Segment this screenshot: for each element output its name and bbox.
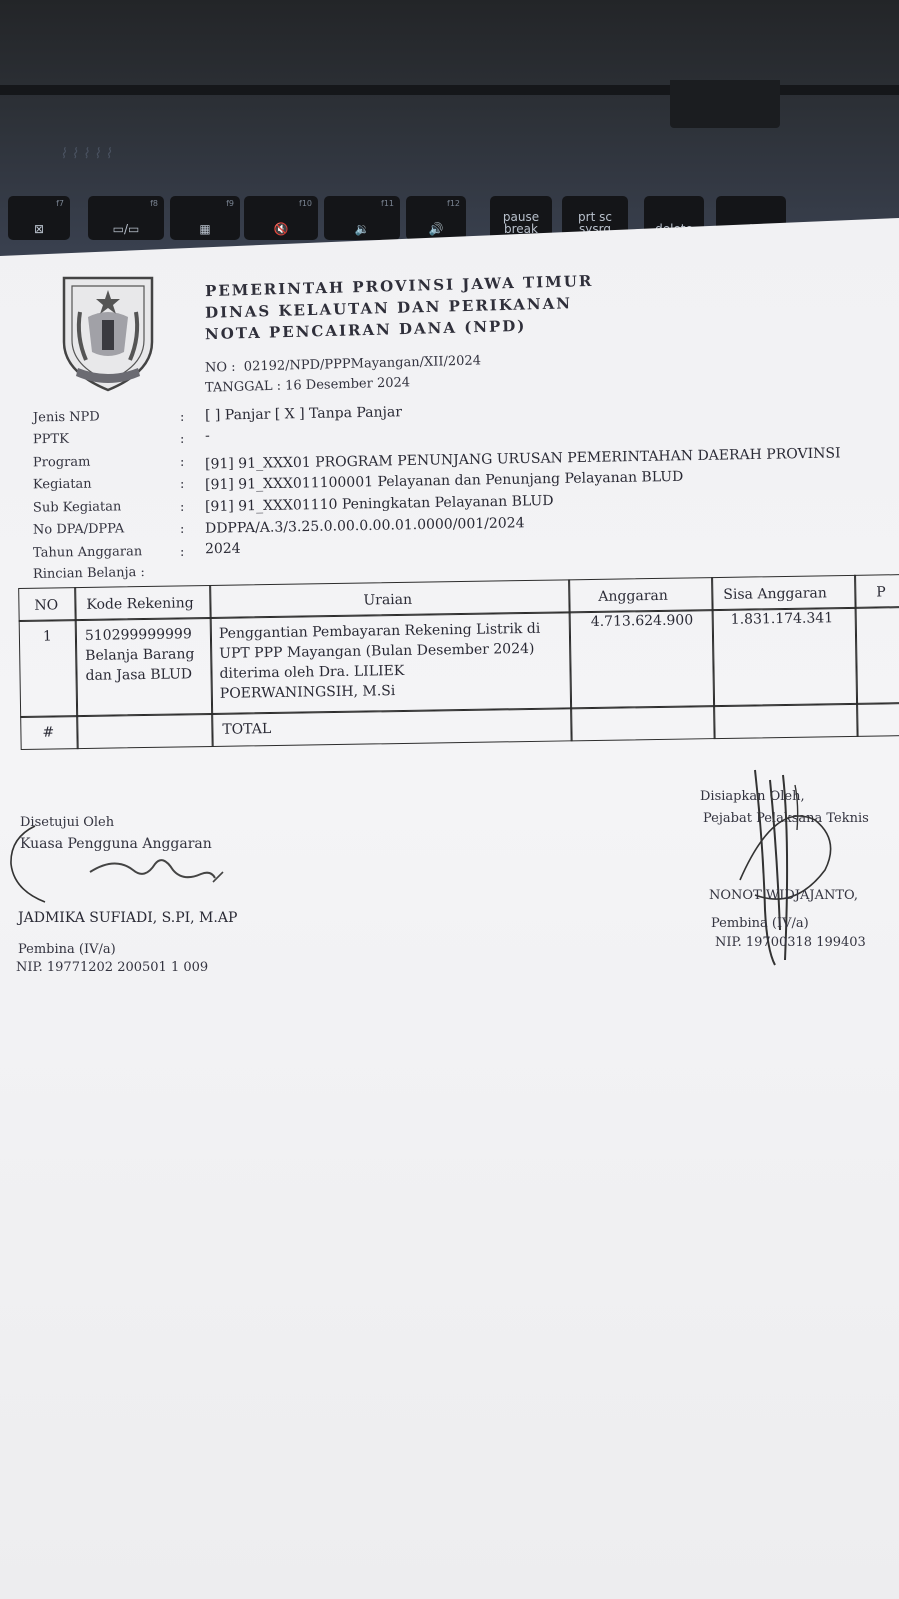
row-no: 1 xyxy=(42,628,52,645)
field-label: Jenis NPD xyxy=(32,409,100,426)
header-sisa-anggaran: Sisa Anggaran xyxy=(723,585,827,603)
function-key-fn-label: f7 xyxy=(56,199,64,208)
total-anggaran-cell xyxy=(570,705,716,741)
field-value: [ ] Panjar [ X ] Tanpa Panjar xyxy=(204,404,403,424)
field-value: [91] 91_XXX01 PROGRAM PENUNJANG URUSAN PEMERINTAHAN DAERAH PROVINSI xyxy=(204,445,841,473)
row-kode-desc-1: Belanja Barang xyxy=(85,646,195,664)
function-key-5 xyxy=(324,196,400,240)
pptk-name: NONOT WIDJAJANTO, xyxy=(709,888,859,903)
row-p-cell xyxy=(855,606,899,705)
pptk-title: Pejabat Pelaksana Teknis xyxy=(703,811,869,826)
field-label: No DPA/DPPA xyxy=(32,521,125,538)
pptk-rank: Pembina (IV/a) xyxy=(711,916,809,931)
function-key-2 xyxy=(88,196,164,240)
field-colon: : xyxy=(180,500,185,515)
laptop-hinge xyxy=(670,80,780,128)
total-sisa-cell xyxy=(713,703,859,739)
function-key-fn-label: f11 xyxy=(381,199,394,208)
header-document-title: NOTA PENCAIRAN DANA (NPD) xyxy=(204,316,527,344)
field-label: Kegiatan xyxy=(32,476,92,493)
function-key-fn-label: f12 xyxy=(447,199,460,208)
function-key-4 xyxy=(244,196,318,240)
row-uraian-4: POERWANINGSIH, M.Si xyxy=(219,683,396,702)
field-colon: : xyxy=(180,455,185,470)
field-colon: : xyxy=(180,522,185,537)
field-colon: : xyxy=(180,545,185,560)
row-uraian-2: UPT PPP Mayangan (Bulan Desember 2024) xyxy=(219,640,535,662)
field-colon: : xyxy=(180,432,185,447)
kpa-signature xyxy=(5,822,235,914)
header-government: PEMERINTAH PROVINSI JAWA TIMUR xyxy=(204,271,594,301)
field-colon: : xyxy=(180,477,185,492)
total-no: # xyxy=(42,724,55,741)
field-colon: : xyxy=(180,410,185,425)
kpa-title: Kuasa Pengguna Anggaran xyxy=(20,836,212,852)
function-key-main-label: pause break xyxy=(502,210,540,236)
function-key-fn-label: f9 xyxy=(226,199,234,208)
header-no: NO xyxy=(34,597,59,614)
field-label: Sub Kegiatan xyxy=(32,499,122,516)
total-label: TOTAL xyxy=(222,721,272,738)
function-key-main-label: ▦ xyxy=(199,222,211,236)
row-kode-desc-2: dan Jasa BLUD xyxy=(85,666,193,684)
function-key-main-label: 🔉 xyxy=(354,222,370,236)
document-number-label: NO : xyxy=(204,359,236,376)
function-key-main-label: prt sc sysrq xyxy=(578,210,612,236)
function-key-6 xyxy=(406,196,466,240)
row-kode-rekening: 510299999999 xyxy=(84,626,192,644)
header-anggaran: Anggaran xyxy=(598,587,668,605)
field-value: - xyxy=(204,427,210,445)
rincian-belanja-label: Rincian Belanja : xyxy=(32,565,145,582)
row-uraian-1: Penggantian Pembayaran Rekening Listrik di xyxy=(218,620,541,642)
field-label: Program xyxy=(32,454,91,471)
pptk-nip: NIP. 19700318 199403 xyxy=(715,935,866,950)
kpa-rank: Pembina (IV/a) xyxy=(18,942,116,957)
field-value: 2024 xyxy=(204,540,241,558)
row-anggaran: 4.713.624.900 xyxy=(590,612,694,631)
row-uraian-3: diterima oleh Dra. LILIEK xyxy=(219,662,405,682)
function-key-main-label: 🔇 xyxy=(273,222,289,236)
approved-by-label: Disetujui Oleh xyxy=(20,815,115,830)
total-p-cell xyxy=(856,702,899,737)
header-department: DINAS KELAUTAN DAN PERIKANAN xyxy=(204,294,573,322)
prepared-by-label: Disiapkan Oleh, xyxy=(700,789,805,804)
function-key-fn-label: f10 xyxy=(299,199,312,208)
function-key-fn-label: f8 xyxy=(150,199,158,208)
field-value: DDPPA/A.3/3.25.0.00.0.00.01.0000/001/2024 xyxy=(204,515,525,537)
field-label: PPTK xyxy=(32,431,69,448)
laptop-brand-mark: ⌇ ⌇ ⌇ ⌇ ⌇ xyxy=(60,146,112,162)
function-key-main-label: ⊠ xyxy=(33,222,45,236)
field-value: [91] 91_XXX011100001 Pelayanan dan Penunjang Pelayanan BLUD xyxy=(204,468,684,494)
function-key-main-label: ▭/▭ xyxy=(112,222,140,236)
header-kode-rekening: Kode Rekening xyxy=(86,595,194,613)
document-date-value: 16 Desember 2024 xyxy=(284,375,411,394)
header-p-truncated: P xyxy=(876,584,886,601)
field-label: Tahun Anggaran xyxy=(32,544,143,561)
document-date-label: TANGGAL : xyxy=(204,378,282,396)
east-java-province-emblem xyxy=(58,272,158,394)
function-key-1 xyxy=(8,196,70,240)
kpa-nip: NIP. 19771202 200501 1 009 xyxy=(16,960,209,975)
header-uraian: Uraian xyxy=(363,591,413,609)
document-number-value: 02192/NPD/PPPMayangan/XII/2024 xyxy=(243,353,482,375)
function-key-main-label: 🔊 xyxy=(428,222,444,236)
row-sisa-anggaran: 1.831.174.341 xyxy=(730,610,834,628)
field-value: [91] 91_XXX01110 Peningkatan Pelayanan BLUD xyxy=(204,492,554,516)
rincian-belanja-table xyxy=(18,564,899,754)
laptop-background xyxy=(0,0,899,260)
function-key-3 xyxy=(170,196,240,240)
total-kode-cell xyxy=(76,713,214,749)
kpa-name: JADMIKA SUFIADI, S.PI, M.AP xyxy=(18,910,238,926)
